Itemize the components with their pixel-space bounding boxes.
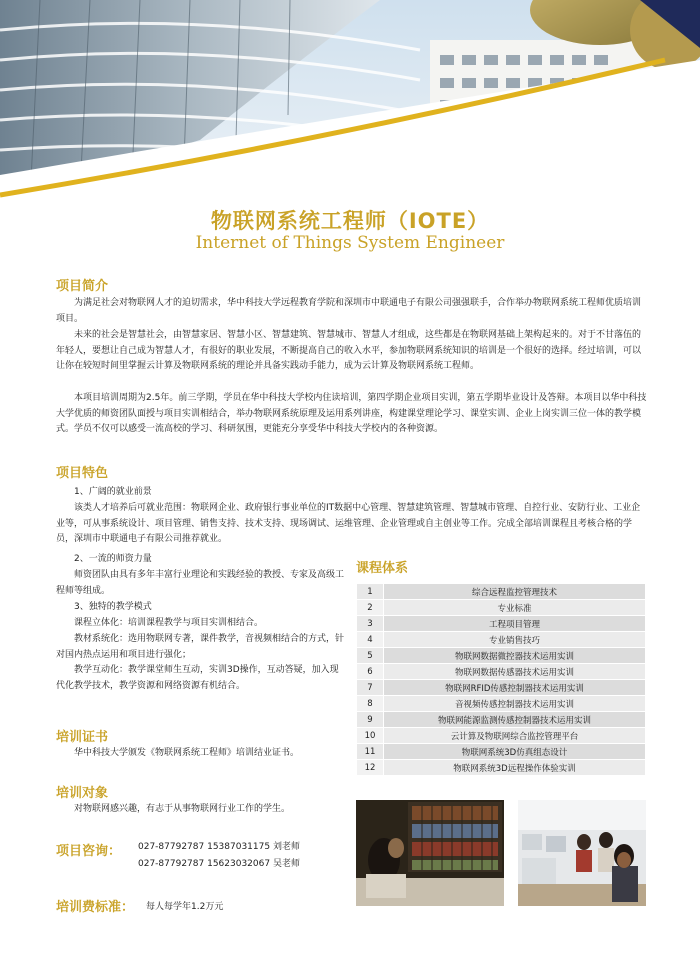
course-num: 3 (357, 616, 384, 632)
page-subtitle: Internet of Things System Engineer (195, 233, 505, 253)
page-title: 物联网系统工程师（IOTE） (210, 209, 490, 233)
course-row (357, 664, 646, 680)
course-num: 11 (357, 744, 384, 760)
course-row (357, 696, 646, 712)
course-row (357, 744, 646, 760)
course-num: 6 (357, 664, 384, 680)
course-num: 9 (357, 712, 384, 728)
target-text: 对物联网感兴趣，有志于从事物联网行业工作的学生。 (74, 804, 291, 814)
library-photo (356, 800, 504, 906)
course-row (357, 600, 646, 616)
consult-line-1: 027-87792787 15387031175 刘老师 (138, 842, 300, 852)
feature-3-text-c: 教学互动化：教学课堂师生互动，实训3D操作，互动答疑，加入现代化教学技术，教学资源和网络资源有机结合。 (56, 665, 339, 691)
features-heading: 项目特色 (56, 466, 109, 481)
course-name: 音视频传感控制器技术运用实训 (384, 696, 646, 712)
course-name: 物联网能源监测传感控制器技术运用实训 (384, 712, 646, 728)
course-name: 物联网系统3D远程操作体验实训 (384, 760, 646, 776)
fee-heading: 培训费标准： (56, 900, 135, 915)
course-name: 物联网数据微控器技术运用实训 (384, 648, 646, 664)
course-row (357, 632, 646, 648)
course-row (357, 584, 646, 600)
course-row (357, 648, 646, 664)
fee-text: 每人每学年1.2万元 (146, 902, 224, 912)
course-num: 12 (357, 760, 384, 776)
feature-3-title: 3、独特的教学模式 (74, 602, 152, 612)
target-heading: 培训对象 (56, 786, 109, 801)
course-num: 2 (357, 600, 384, 616)
course-num: 4 (357, 632, 384, 648)
course-num: 8 (357, 696, 384, 712)
building-photo (0, 0, 700, 210)
feature-1-text: 该类人才培养后可就业范围：物联网企业、政府银行事业单位的IT数据中心管理、智慧建筑管理、智慧城市管理、自控行业、安防行业、工业企业等，可从事系统设计、项目管理、销售支持、技术支持、现场调试、运维管理、企业管理或自主创业等工作。完成全部培训课程且考核合格的学员，深圳市中联通电子有限公司推荐就业。 (56, 503, 641, 545)
course-row (357, 728, 646, 744)
course-name: 物联网数据传感器技术运用实训 (384, 664, 646, 680)
feature-2-text: 师资团队由具有多年丰富行业理论和实践经验的教授、专家及高级工程师等组成。 (56, 570, 345, 596)
feature-3-text-a: 课程立体化：培训课程教学与项目实训相结合。 (74, 618, 264, 628)
course-name: 综合远程监控管理技术 (384, 584, 646, 600)
courses-heading: 课程体系 (356, 561, 409, 576)
header-banner (0, 0, 700, 210)
course-row (357, 712, 646, 728)
computer-lab-photo (518, 800, 646, 906)
consult-line-2: 027-87792787 15623032067 吴老师 (138, 859, 300, 869)
feature-3-text-b: 教材系统化：选用物联网专著，课件教学，音视频相结合的方式，针对国内热点运用和项目进行强化； (56, 634, 345, 660)
course-name: 云计算及物联网综合监控管理平台 (384, 728, 646, 744)
intro-heading: 项目简介 (56, 279, 109, 294)
certificate-text: 华中科技大学颁发《物联网系统工程师》培训结业证书。 (74, 748, 300, 758)
intro-paragraph-1: 为满足社会对物联网人才的迫切需求，华中科技大学远程教育学院和深圳市中联通电子有限公司强强联手，合作举办物联网系统工程师优质培训项目。 (56, 298, 642, 324)
course-row (357, 680, 646, 696)
consult-heading: 项目咨询： (56, 844, 122, 859)
course-num: 5 (357, 648, 384, 664)
course-name: 专业标准 (384, 600, 646, 616)
intro-paragraph-3: 本项目培训周期为2.5年。前三学期，学员在华中科技大学校内住读培训，第四学期企业项目实训，第五学期毕业设计及答辩。本项目以华中科技大学优质的师资团队面授与项目实训相结合，举办物联网系统原理及运用系列讲座，构建课堂理论学习、课堂实训、企业上岗实训三位一体的教学模式。学员不仅可以感受一流高校的学习、科研氛围，更能充分享受华中科技大学校内的各种资源。 (56, 393, 647, 435)
course-num: 7 (357, 680, 384, 696)
course-name: 物联网RFID传感控制器技术运用实训 (384, 680, 646, 696)
course-name: 工程项目管理 (384, 616, 646, 632)
course-num: 10 (357, 728, 384, 744)
course-row (357, 760, 646, 776)
course-name: 物联网系统3D仿真组态设计 (384, 744, 646, 760)
courses-table (356, 583, 646, 776)
intro-paragraph-2: 未来的社会是智慧社会，由智慧家居、智慧小区、智慧建筑、智慧城市、智慧人才组成，这些都是在物联网基础上架构起来的。对于不甘落伍的年轻人，要想让自己成为智慧人才，有很好的职业发展，不断提高自己的收入水平，参加物联网系统知识的培训是一个很好的选择。经过培训，可以让你在较短时间里掌握云计算及物联网系统的理论并具备实践动手能力，成为云计算及物联网系统工程师。 (56, 330, 642, 372)
course-row (357, 616, 646, 632)
certificate-heading: 培训证书 (56, 730, 109, 745)
course-name: 专业销售技巧 (384, 632, 646, 648)
feature-1-title: 1、广阔的就业前景 (74, 487, 152, 497)
course-num: 1 (357, 584, 384, 600)
feature-2-title: 2、一流的师资力量 (74, 554, 152, 564)
